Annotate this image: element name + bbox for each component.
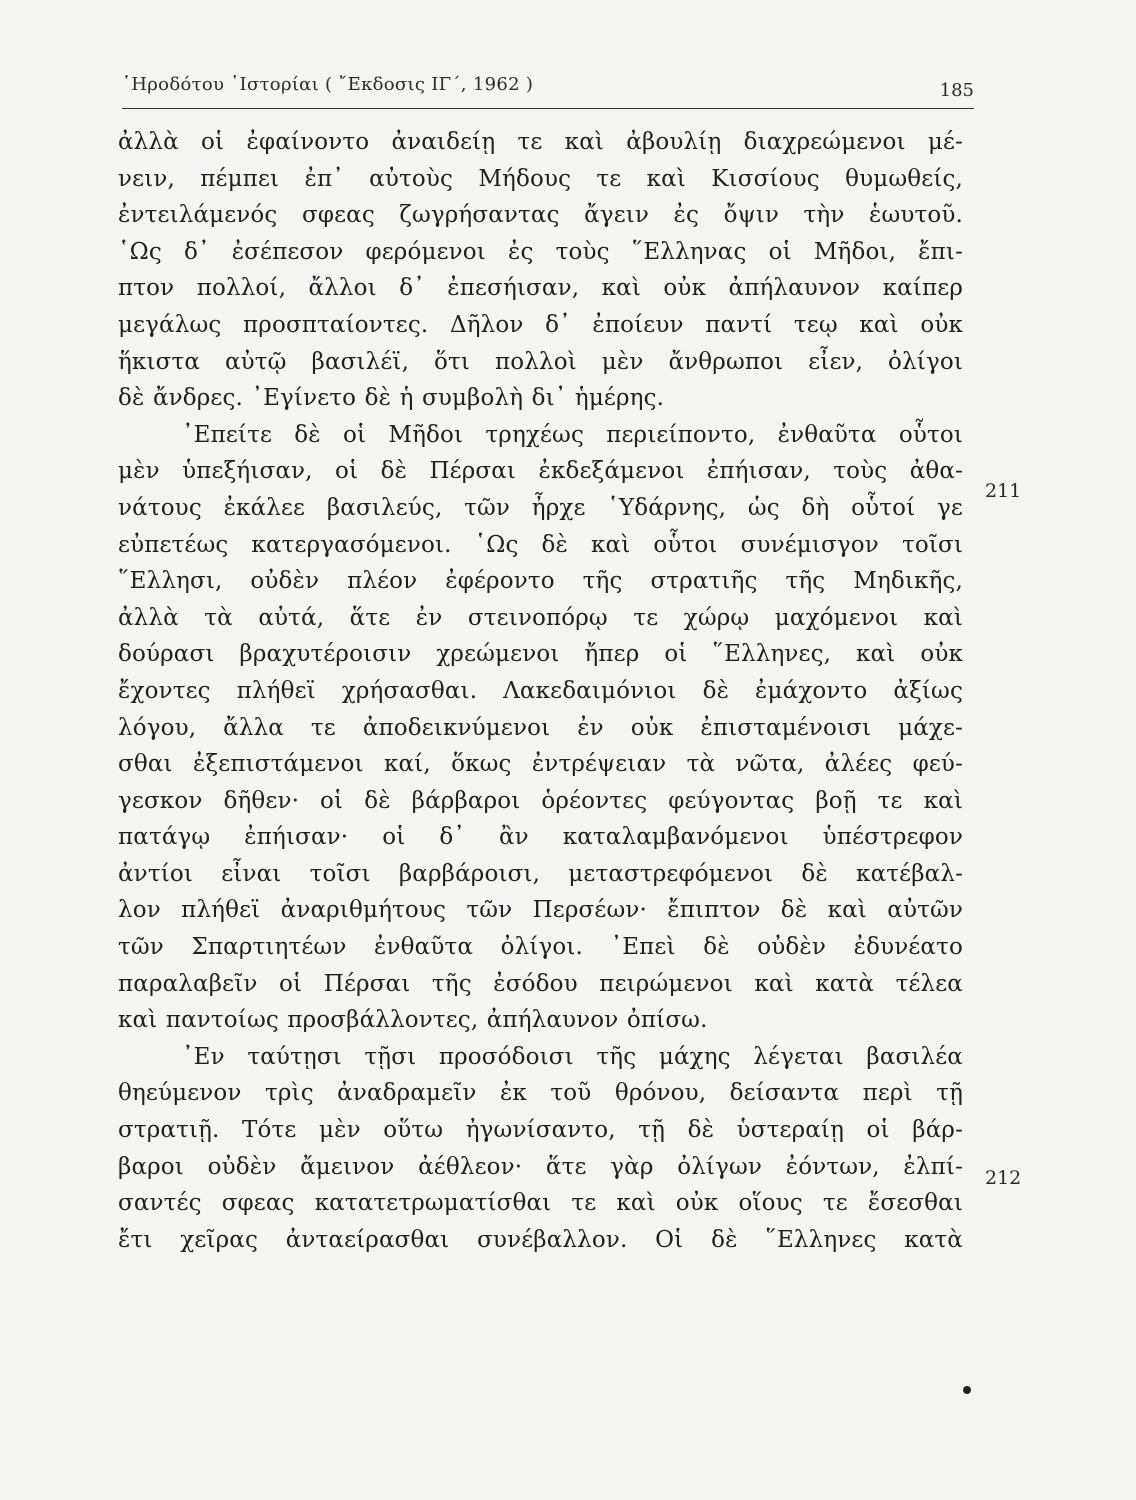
text-line: θηεύμενον τρὶς ἀναδραμεῖν ἐκ τοῦ θρόνου, δείσαντα περὶ τῇ <box>118 1080 963 1107</box>
text-line: ἀλλὰ τὰ αὐτά, ἅτε ἐν στεινοπόρῳ τε χώρῳ μαχόμενοι καὶ <box>118 604 963 631</box>
text-line: γεσκον δῆθεν· οἱ δὲ βάρβαροι ὁρέοντες φεύγοντας βοῇ τε καὶ <box>118 787 963 814</box>
text-line: λόγου, ἄλλα τε ἀποδεικνύμενοι ἐν οὐκ ἐπισταμένοισι μάχε- <box>118 714 963 741</box>
text-line: σθαι ἐξεπιστάμενοι καί, ὅκως ἐντρέψειαν τὰ νῶτα, ἀλέες φεύ- <box>118 751 963 778</box>
text-line: μεγάλως προσπταίοντες. Δῆλον δ᾽ ἐποίευν παντί τεῳ καὶ οὐκ <box>118 311 963 338</box>
text-line: πτον πολλοί, ἄλλοι δ᾽ ἐπεσήισαν, καὶ οὐκ ἀπήλαυνον καίπερ <box>118 275 963 302</box>
text-line: μὲν ὑπεξήισαν, οἱ δὲ Πέρσαι ἐκδεξάμενοι ἐπήισαν, τοὺς ἀθα- <box>118 458 963 485</box>
text-line: δὲ ἄνδρες. ᾽Εγίνετο δὲ ἡ συμβολὴ δι᾽ ἡμέρης. <box>118 385 665 412</box>
header-title: ῾Ηροδότου ῾Ιστορίαι ( ῎Εκδοσις ΙΓ΄, 1962 ) <box>122 74 534 95</box>
text-line: τῶν Σπαρτιητέων ἐνθαῦτα ὀλίγοι. ᾽Επεὶ δὲ οὐδὲν ἐδυνέατο <box>118 934 963 961</box>
text-line: ᾽Εν ταύτῃσι τῇσι προσόδοισι τῆς μάχης λέγεται βασιλέα <box>182 1043 963 1070</box>
text-line: πατάγῳ ἐπήισαν· οἱ δ᾽ ἂν καταλαμβανόμενοι ὑπέστρεφον <box>118 824 963 851</box>
text-line: ῞Ελλησι, οὐδὲν πλέον ἐφέροντο τῆς στρατιῆς τῆς Μηδικῆς, <box>118 568 963 595</box>
text-line: ἀντίοι εἶναι τοῖσι βαρβάροισι, μεταστρεφόμενοι δὲ κατέβαλ- <box>118 860 963 887</box>
section-number-212: 212 <box>985 1167 1022 1189</box>
text-line: λον πλήθεϊ ἀναριθμήτους τῶν Περσέων· ἔπιπτον δὲ καὶ αὐτῶν <box>118 897 963 924</box>
text-line: εὐπετέως κατεργασόμενοι. ῾Ως δὲ καὶ οὗτοι συνέμισγον τοῖσι <box>118 531 963 558</box>
section-number-211: 211 <box>985 480 1022 502</box>
text-line: δούρασι βραχυτέροισιν χρεώμενοι ἤπερ οἱ ῞Ελληνες, καὶ οὐκ <box>118 641 963 668</box>
text-line: ῾Ως δ᾽ ἐσέπεσον φερόμενοι ἐς τοὺς ῞Ελληνας οἱ Μῆδοι, ἔπι- <box>118 238 963 265</box>
margin-dot-mark <box>963 1386 971 1394</box>
running-header <box>122 68 974 109</box>
text-line: ἐντειλάμενός σφεας ζωγρήσαντας ἄγειν ἐς ὄψιν τὴν ἑωυτοῦ. <box>118 202 963 229</box>
text-line: νειν, πέμπει ἐπ᾽ αὐτοὺς Μήδους τε καὶ Κισσίους θυμωθείς, <box>118 165 963 192</box>
text-line: καὶ παντοίως προσβάλλοντες, ἀπήλαυνον ὀπίσω. <box>118 1007 708 1034</box>
text-line: ἀλλὰ οἱ ἐφαίνοντο ἀναιδείῃ τε καὶ ἀβουλίῃ διαχρεώμενοι μέ- <box>118 129 963 155</box>
text-line: παραλαβεῖν οἱ Πέρσαι τῆς ἐσόδου πειρώμενοι καὶ κατὰ τέλεα <box>118 970 963 997</box>
text-line: νάτους ἐκάλεε βασιλεύς, τῶν ἦρχε ῾Υδάρνης, ὡς δὴ οὗτοί γε <box>118 494 963 521</box>
text-line: ᾽Επείτε δὲ οἱ Μῆδοι τρηχέως περιείποντο, ἐνθαῦτα οὗτοι <box>182 421 963 448</box>
page-number: 185 <box>939 80 974 101</box>
text-line: ἔχοντες πλήθεϊ χρήσασθαι. Λακεδαιμόνιοι δὲ ἐμάχοντο ἀξίως <box>118 677 963 704</box>
text-line: στρατιῇ. Τότε μὲν οὕτω ἠγωνίσαντο, τῇ δὲ ὑστεραίῃ οἱ βάρ- <box>118 1117 963 1144</box>
text-line: ἔτι χεῖρας ἀνταείρασθαι συνέβαλλον. Οἱ δὲ ῞Ελληνες κατὰ <box>118 1226 963 1253</box>
text-line: βαροι οὐδὲν ἄμεινον ἀέθλεον· ἅτε γὰρ ὀλίγων ἐόντων, ἐλπί- <box>118 1153 963 1180</box>
body-text <box>118 124 963 1258</box>
text-line: σαντές σφεας κατατετρωματίσθαι τε καὶ οὐκ οἵους τε ἔσεσθαι <box>118 1190 963 1217</box>
text-line: ἥκιστα αὐτῷ βασιλέϊ, ὅτι πολλοὶ μὲν ἄνθρωποι εἶεν, ὀλίγοι <box>118 348 963 375</box>
